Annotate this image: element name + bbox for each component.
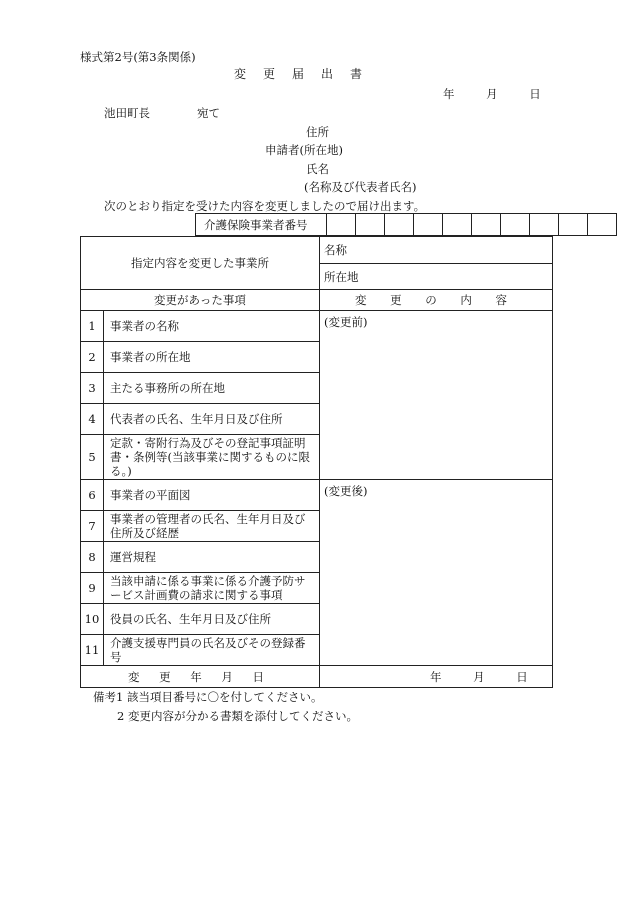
item-number[interactable]: 7 [81,511,104,542]
item-text: 役員の氏名、生年月日及び住所 [104,604,320,635]
content-header: 変 更 の 内 容 [320,290,553,311]
item-text: 運営規程 [104,542,320,573]
provider-number-cell[interactable] [356,214,385,236]
provider-number-cell[interactable] [530,214,559,236]
item-number[interactable]: 5 [81,435,104,480]
item-row [81,480,553,511]
note-1: 備考1 該当項目番号に〇を付してください。 [93,690,323,704]
change-date-label: 変 更 年 月 日 [81,666,320,688]
item-row [81,311,553,342]
items-header: 変更があった事項 [81,290,320,311]
after-content-field[interactable]: (変更後) [320,480,553,666]
item-text: 事業者の所在地 [104,342,320,373]
item-number[interactable]: 9 [81,573,104,604]
provider-number-cell[interactable] [588,214,617,236]
item-text: 事業者の管理者の氏名、生年月日及び住所及び経歴 [104,511,320,542]
item-number[interactable]: 2 [81,342,104,373]
item-text: 主たる事務所の所在地 [104,373,320,404]
item-text: 定款・寄附行為及びその登記事項証明書・条例等(当該事業に関するものに限る。) [104,435,320,480]
change-table [80,236,553,688]
note-2: 2 変更内容が分かる書類を添付してください。 [117,709,358,723]
item-text: 事業者の名称 [104,311,320,342]
item-number[interactable]: 6 [81,480,104,511]
office-name-field[interactable] [320,237,553,264]
provider-number-cell[interactable] [414,214,443,236]
provider-number-cell[interactable] [559,214,588,236]
recipient-suffix: 宛て [197,106,220,120]
document-title: 変更届出書 [234,67,380,81]
provider-number-cell[interactable] [501,214,530,236]
address-label: 住所 [306,125,329,139]
office-location-field[interactable] [320,264,553,290]
item-number[interactable]: 8 [81,542,104,573]
office-location-label: 所在地 [324,269,359,284]
notes [93,688,358,726]
recipient: 池田町長 [104,106,150,120]
item-text: 当該申請に係る事業に係る介護予防サービス計画費の請求に関する事項 [104,573,320,604]
item-number[interactable]: 4 [81,404,104,435]
item-number[interactable]: 11 [81,635,104,666]
item-number[interactable]: 1 [81,311,104,342]
office-label: 指定内容を変更した事業所 [81,237,320,290]
office-name-label: 名称 [324,243,347,257]
item-text: 事業者の平面図 [104,480,320,511]
provider-number-label: 介護保険事業者番号 [196,214,327,236]
applicant-label: 申請者(所在地) [265,143,343,157]
name-note: (名称及び代表者氏名) [304,180,417,194]
item-number[interactable]: 10 [81,604,104,635]
before-content-field[interactable]: (変更前) [320,311,553,480]
provider-number-cell[interactable] [385,214,414,236]
item-text: 代表者の氏名、生年月日及び住所 [104,404,320,435]
item-text: 介護支援専門員の氏名及びその登録番号 [104,635,320,666]
change-date-field[interactable]: 年 月 日 [320,666,553,688]
intro-text: 次のとおり指定を受けた内容を変更しましたので届け出ます。 [104,199,426,213]
provider-number-box [195,213,617,236]
provider-number-cell[interactable] [443,214,472,236]
provider-number-cell[interactable] [472,214,501,236]
name-label: 氏名 [306,162,329,176]
submission-date: 年 月 日 [443,87,541,101]
item-number[interactable]: 3 [81,373,104,404]
form-number: 様式第2号(第3条関係) [80,50,196,64]
provider-number-cell[interactable] [327,214,356,236]
